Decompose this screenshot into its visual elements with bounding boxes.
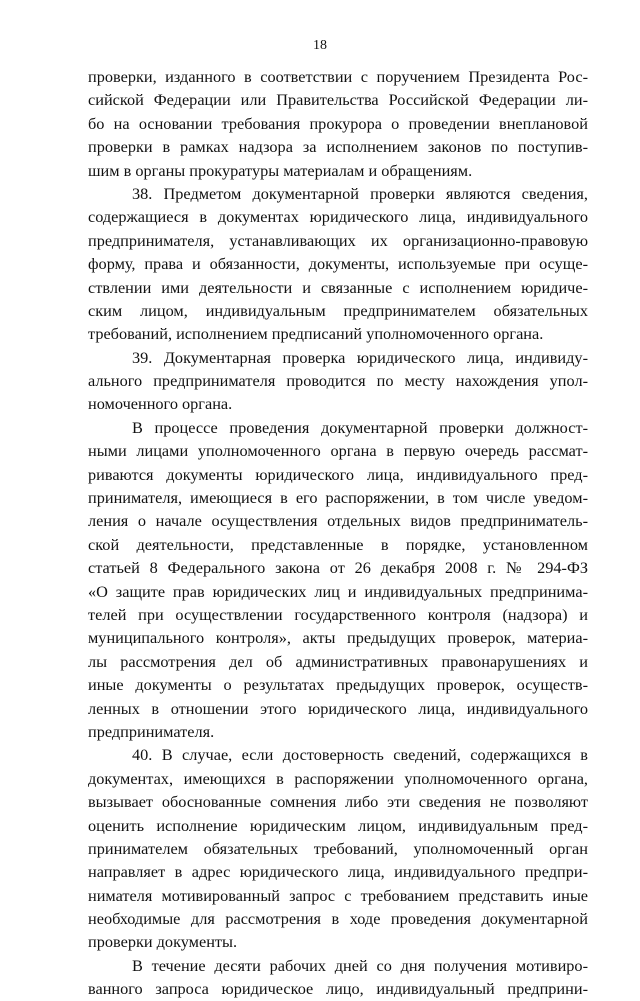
text-line: вызывает обоснованные сомнения либо эти сведения не позволяют xyxy=(88,792,588,812)
text-line: телей при осуществлении государственного контроля (надзора) и xyxy=(88,604,588,624)
text-line: оценить исполнение юридическим лицом, индивидуальным пред- xyxy=(88,815,588,835)
text-line: предпринимателя, устанавливающих их организационно-правовую xyxy=(88,230,588,250)
text-line: нимателя мотивированный запрос с требованием представить иные xyxy=(88,885,588,905)
text-line: 39. Документарная проверка юридического лица, индивиду- xyxy=(132,347,588,367)
text-line: направляет в адрес юридического лица, индивидуального предпри- xyxy=(88,862,588,882)
text-line: ления о начале осуществления отдельных видов предприниматель- xyxy=(88,511,588,531)
text-line: принимателя, имеющиеся в его распоряжении, в том числе уведом- xyxy=(88,488,588,508)
paragraph xyxy=(88,182,588,346)
text-line: иные документы о результатах предыдущих проверок, осуществ- xyxy=(88,675,588,695)
text-line: проверки в рамках надзора за исполнением законов по поступив- xyxy=(88,137,588,157)
text-line: В течение десяти рабочих дней со дня получения мотивиро- xyxy=(132,955,588,975)
text-line: предпринимателя. xyxy=(88,721,215,741)
text-line: проверки, изданного в соответствии с поручением Президента Рос- xyxy=(88,67,588,86)
text-line: ными лицами уполномоченного органа в первую очередь рассмат- xyxy=(88,441,588,461)
text-line: ленных в отношении этого юридического лица, индивидуального xyxy=(88,698,588,718)
text-line: лы рассмотрения дел об административных правонарушениях и xyxy=(88,651,588,671)
text-line: В процессе проведения документарной проверки должност- xyxy=(132,417,588,437)
paragraph xyxy=(88,416,588,743)
text-line: номоченного органа. xyxy=(88,394,233,414)
text-line: ванного запроса юридическое лицо, индивидуальный предприни- xyxy=(88,979,588,999)
text-line: статьей 8 Федерального закона от 26 декабря 2008 г. № 294-ФЗ xyxy=(88,558,588,578)
paragraph xyxy=(88,346,588,416)
text-line: 38. Предметом документарной проверки являются сведения, xyxy=(132,183,588,203)
text-line: ствлении ими деятельности и связанные с исполнением юридиче- xyxy=(88,277,588,297)
text-line: муниципального контроля», акты предыдущих проверок, материа- xyxy=(88,628,588,648)
text-line: содержащиеся в документах юридического лица, индивидуального xyxy=(88,207,588,227)
text-line: проверки документы. xyxy=(88,932,238,952)
text-line: ального предпринимателя проводится по месту нахождения упол- xyxy=(88,371,588,391)
text-line: ской деятельности, представленные в порядке, установленном xyxy=(88,534,588,554)
paragraph xyxy=(88,65,588,182)
text-line: сийской Федерации или Правительства Российской Федерации ли- xyxy=(88,90,588,110)
text-line: документах, имеющихся в распоряжении уполномоченного органа, xyxy=(88,768,588,788)
text-line: бо на основании требования прокурора о проведении внеплановой xyxy=(88,113,588,133)
text-line: риваются документы юридического лица, индивидуального пред- xyxy=(88,464,588,484)
text-line: необходимые для рассмотрения в ходе проведения документарной xyxy=(88,909,588,929)
text-line: 40. В случае, если достоверность сведений, содержащихся в xyxy=(132,745,588,765)
text-line: требований, исполнением предписаний уполномоченного органа. xyxy=(88,324,544,344)
text-line: форму, права и обязанности, документы, используемые при осуще- xyxy=(88,254,588,274)
document-body xyxy=(88,65,588,1001)
text-line: принимателем обязательных требований, уполномоченный орган xyxy=(88,838,588,858)
text-line: «О защите прав юридических лиц и индивидуальных предпринима- xyxy=(88,581,588,601)
text-line: ским лицом, индивидуальным предпринимателем обязательных xyxy=(88,300,588,320)
page-number: 18 xyxy=(313,38,327,53)
text-line: шим в органы прокуратуры материалам и обращениям. xyxy=(88,160,473,180)
paragraph xyxy=(88,743,588,954)
paragraph xyxy=(88,954,588,1001)
